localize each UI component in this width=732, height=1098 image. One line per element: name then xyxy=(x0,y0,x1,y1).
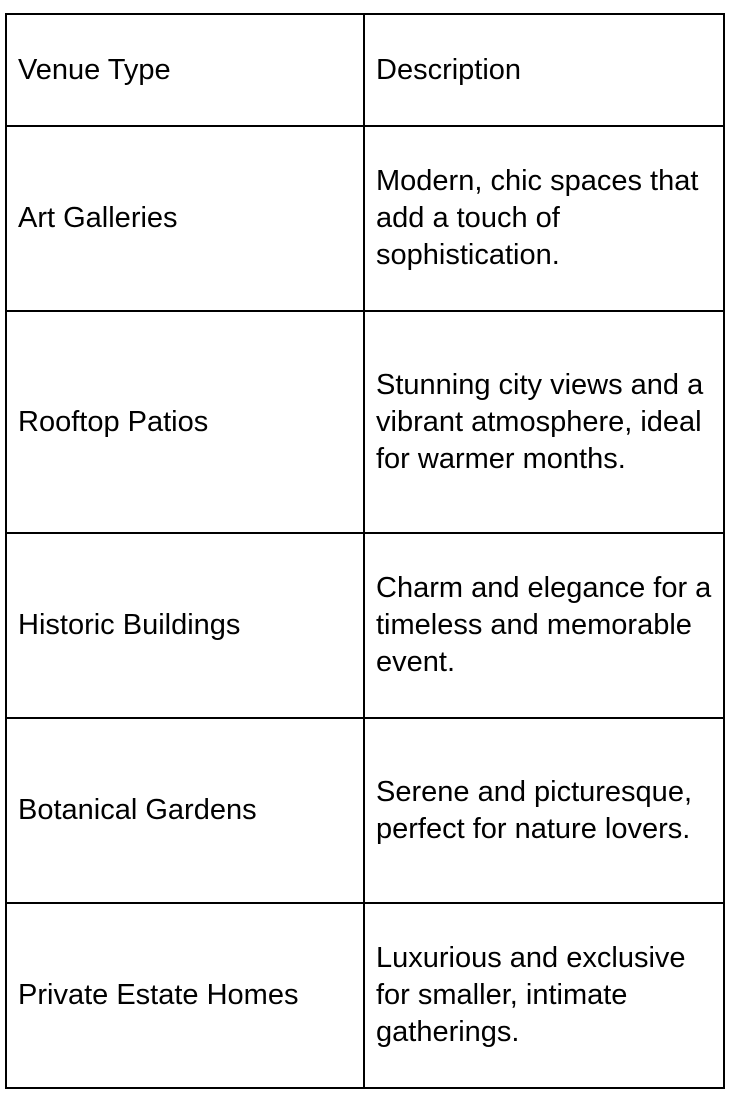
venue-type-cell: Private Estate Homes xyxy=(6,903,364,1088)
venue-type-cell: Botanical Gardens xyxy=(6,718,364,903)
header-description: Description xyxy=(364,14,724,126)
venue-type-cell: Historic Buildings xyxy=(6,533,364,718)
table-row xyxy=(6,903,724,1088)
description-cell: Modern, chic spaces that add a touch of sophistication. xyxy=(364,126,724,311)
venue-type-cell: Rooftop Patios xyxy=(6,311,364,533)
table-header-row xyxy=(6,14,724,126)
header-venue-type: Venue Type xyxy=(6,14,364,126)
table-row xyxy=(6,311,724,533)
venue-table xyxy=(5,13,725,1089)
description-cell: Serene and picturesque, perfect for nature lovers. xyxy=(364,718,724,903)
table-row xyxy=(6,126,724,311)
description-cell: Stunning city views and a vibrant atmosphere, ideal for warmer months. xyxy=(364,311,724,533)
description-cell: Charm and elegance for a timeless and memorable event. xyxy=(364,533,724,718)
table-row xyxy=(6,533,724,718)
description-cell: Luxurious and exclusive for smaller, intimate gatherings. xyxy=(364,903,724,1088)
table-row xyxy=(6,718,724,903)
venue-type-cell: Art Galleries xyxy=(6,126,364,311)
